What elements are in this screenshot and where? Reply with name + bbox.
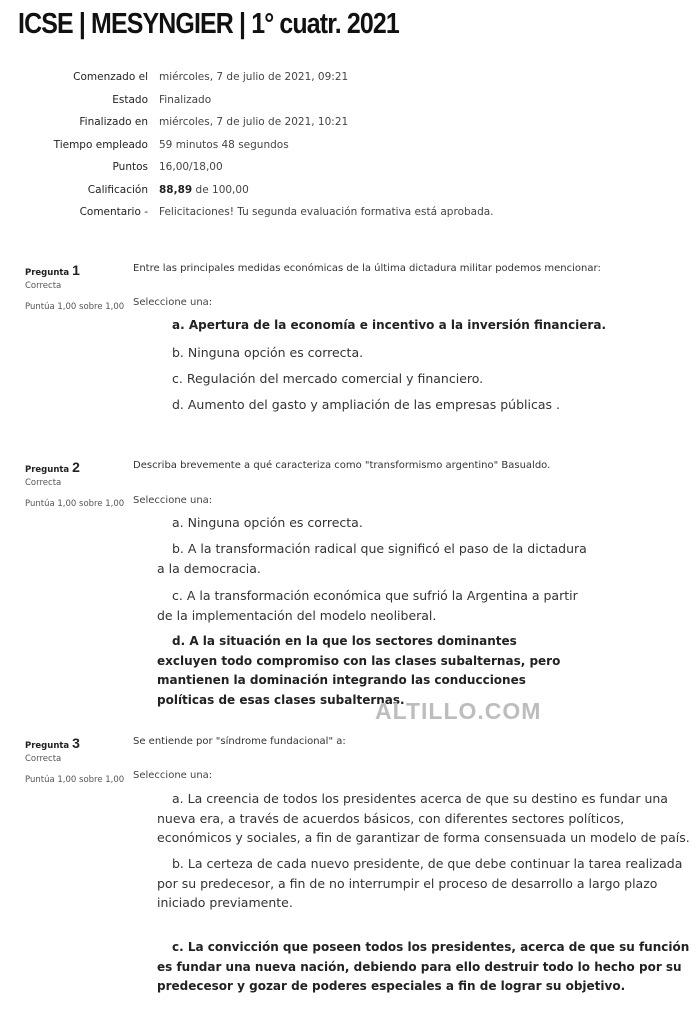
summary-label: Comenzado el bbox=[73, 71, 148, 83]
summary-row-time bbox=[0, 139, 700, 162]
summary-row-grade bbox=[0, 184, 700, 207]
page-title: ICSE | MESYNGIER | 1° cuatr. 2021 bbox=[18, 8, 399, 40]
summary-value: Finalizado bbox=[159, 93, 212, 106]
answer-option-b[interactable]: b. Ninguna opción es correcta. bbox=[172, 345, 364, 360]
attempt-summary bbox=[0, 71, 700, 229]
summary-value bbox=[159, 184, 249, 196]
question-text: Describa brevemente a qué caracteriza como "transformismo argentino" Basualdo. bbox=[133, 460, 551, 471]
question-state: Correcta bbox=[25, 281, 62, 291]
answer-option-a[interactable]: a. La creencia de todos los presidentes acerca de que su destino es fundar una nueva era, a través de acuerdos básicos, con diferentes sectores políticos, económicos y sociales, a fin de garantizar de forma consensuada un modelo de país. bbox=[157, 791, 690, 845]
answer-option-a[interactable]: a. Apertura de la economía e incentivo a la inversión financiera. bbox=[172, 318, 607, 332]
summary-label: Estado bbox=[112, 93, 148, 106]
summary-value: miércoles, 7 de julio de 2021, 10:21 bbox=[159, 116, 349, 128]
question-grade: Puntúa 1,00 sobre 1,00 bbox=[25, 302, 125, 312]
question-info bbox=[25, 459, 125, 512]
summary-value: Felicitaciones! Tu segunda evaluación formativa está aprobada. bbox=[159, 206, 494, 218]
summary-label: Finalizado en bbox=[79, 116, 148, 128]
question-grade: Puntúa 1,00 sobre 1,00 bbox=[25, 775, 125, 785]
answer-option-d[interactable]: d. Aumento del gasto y ampliación de las empresas públicas . bbox=[172, 397, 560, 412]
summary-row-finished bbox=[0, 116, 700, 139]
question-text: Entre las principales medidas económicas de la última dictadura militar podemos mencionar: bbox=[133, 263, 601, 274]
answer-option-b[interactable]: b. La certeza de cada nuevo presidente, de que debe continuar la tarea realizada por su predecesor, a fin de no interrumpir el proceso de desarrollo a largo plazo iniciado previamente. bbox=[157, 856, 683, 910]
summary-label: Tiempo empleado bbox=[53, 138, 148, 151]
summary-label: Calificación bbox=[87, 183, 148, 196]
answer-option-c[interactable]: c. Regulación del mercado comercial y financiero. bbox=[172, 371, 484, 386]
summary-label: Puntos bbox=[112, 161, 148, 173]
select-prompt: Seleccione una: bbox=[133, 297, 213, 308]
summary-row-points bbox=[0, 161, 700, 184]
summary-value: 16,00/18,00 bbox=[159, 161, 223, 173]
question-grade: Puntúa 1,00 sobre 1,00 bbox=[25, 499, 125, 509]
summary-row-started bbox=[0, 71, 700, 94]
select-prompt: Seleccione una: bbox=[133, 495, 213, 506]
question-text: Se entiende por "síndrome fundacional" a: bbox=[133, 736, 346, 747]
answer-option-c[interactable]: c. A la transformación económica que sufrió la Argentina a partir de la implementación del modelo neoliberal. bbox=[157, 588, 578, 623]
summary-value: miércoles, 7 de julio de 2021, 09:21 bbox=[159, 71, 349, 83]
question-number: Pregunta 3 bbox=[25, 735, 80, 751]
question-number: Pregunta 2 bbox=[25, 459, 80, 475]
grade-value: 88,89 bbox=[159, 183, 193, 196]
question-number: Pregunta 1 bbox=[25, 262, 80, 278]
question-info bbox=[25, 262, 125, 315]
answer-option-c[interactable]: c. La convicción que poseen todos los presidentes, acerca de que su función es fundar una nueva nación, debiendo para ello destruir todo lo hecho por su predecesor y gozar de poderes especiales a fin de lograr su objetivo. bbox=[157, 940, 690, 993]
watermark: ALTILLO.COM bbox=[375, 698, 542, 724]
summary-row-state bbox=[0, 94, 700, 117]
question-state: Correcta bbox=[25, 754, 62, 764]
answer-option-d[interactable]: d. A la situación en la que los sectores dominantes excluyen todo compromiso con las clases subalternas, pero mantienen la dominación integrando las conducciones políticas de esas clases subalternas. bbox=[157, 634, 561, 707]
question-state: Correcta bbox=[25, 478, 62, 488]
answer-option-b[interactable]: b. A la transformación radical que significó el paso de la dictadura a la democracia. bbox=[157, 541, 587, 576]
answer-option-a[interactable]: a. Ninguna opción es correcta. bbox=[172, 515, 363, 530]
grade-max: de 100,00 bbox=[192, 183, 249, 196]
question-info bbox=[25, 735, 125, 788]
select-prompt: Seleccione una: bbox=[133, 770, 213, 781]
summary-label: Comentario - bbox=[79, 206, 148, 218]
summary-value: 59 minutos 48 segundos bbox=[159, 138, 289, 151]
summary-row-comment bbox=[0, 206, 700, 229]
